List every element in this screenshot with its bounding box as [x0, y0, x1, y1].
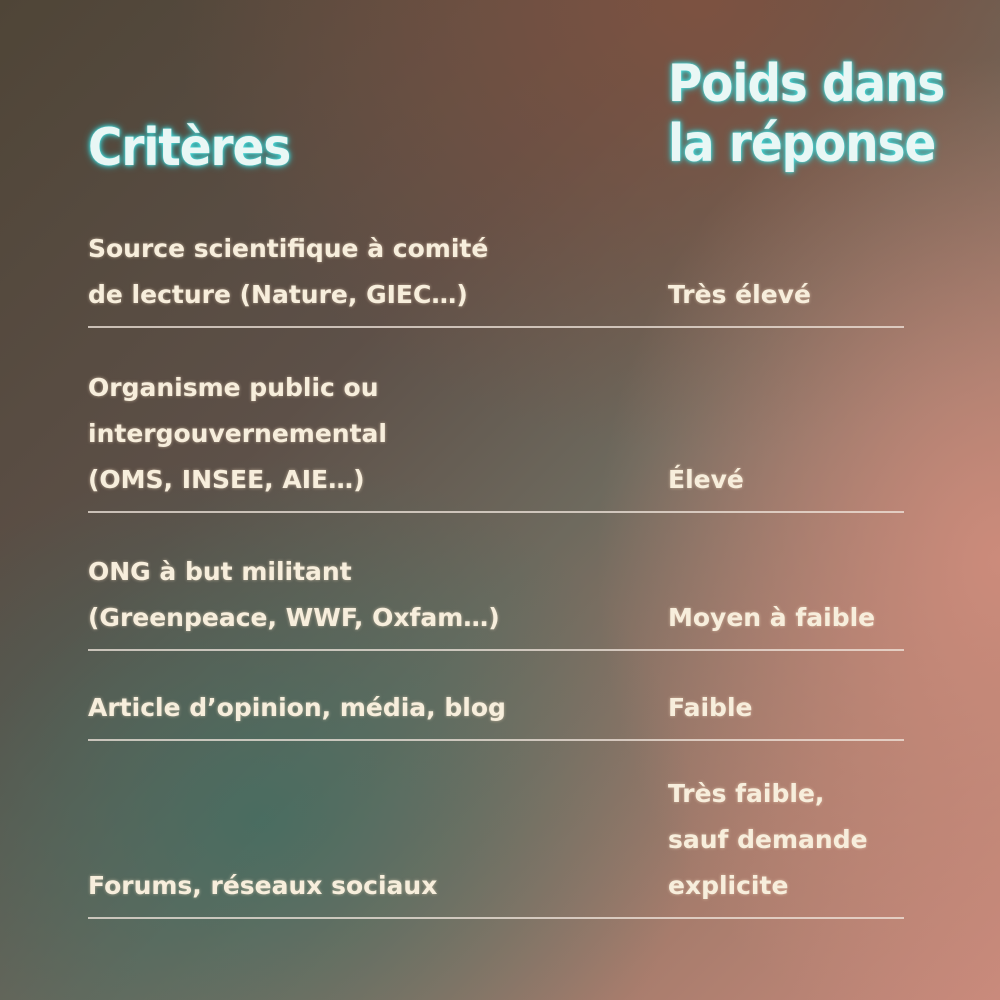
criteria-line: Source scientifique à comité [88, 234, 489, 263]
weight-cell [668, 457, 918, 503]
weight-cell [668, 685, 918, 731]
criteria-cell [88, 549, 588, 641]
weight-header [668, 54, 968, 174]
criteria-line: ONG à but militant [88, 557, 352, 586]
weight-line: sauf demande [668, 825, 868, 854]
table-row [88, 366, 904, 513]
weight-line: Très faible, [668, 779, 825, 808]
table-row [88, 686, 904, 741]
weight-cell [668, 272, 918, 318]
weight-line: Élevé [668, 465, 744, 494]
weight-header-line-2: la réponse [668, 114, 936, 174]
table-row [88, 226, 904, 328]
weight-header-line-1: Poids dans [668, 54, 945, 114]
criteria-line: de lecture (Nature, GIEC…) [88, 280, 468, 309]
criteria-line: Article d’opinion, média, blog [88, 693, 506, 722]
weight-line: explicite [668, 871, 789, 900]
table-row [88, 548, 904, 651]
criteria-line: intergouvernemental [88, 419, 387, 448]
criteria-header: Critères [88, 118, 291, 178]
criteria-line: Organisme public ou [88, 373, 379, 402]
weight-line: Moyen à faible [668, 603, 876, 632]
criteria-cell [88, 365, 588, 503]
weight-line: Faible [668, 693, 753, 722]
criteria-cell [88, 226, 588, 318]
criteria-cell [88, 863, 588, 909]
weight-cell [668, 595, 918, 641]
criteria-line: (Greenpeace, WWF, Oxfam…) [88, 603, 500, 632]
criteria-line: (OMS, INSEE, AIE…) [88, 465, 365, 494]
criteria-line: Forums, réseaux sociaux [88, 871, 438, 900]
weight-line: Très élevé [668, 280, 811, 309]
table-row [88, 773, 904, 919]
criteria-cell [88, 685, 588, 731]
weight-cell [668, 771, 918, 909]
